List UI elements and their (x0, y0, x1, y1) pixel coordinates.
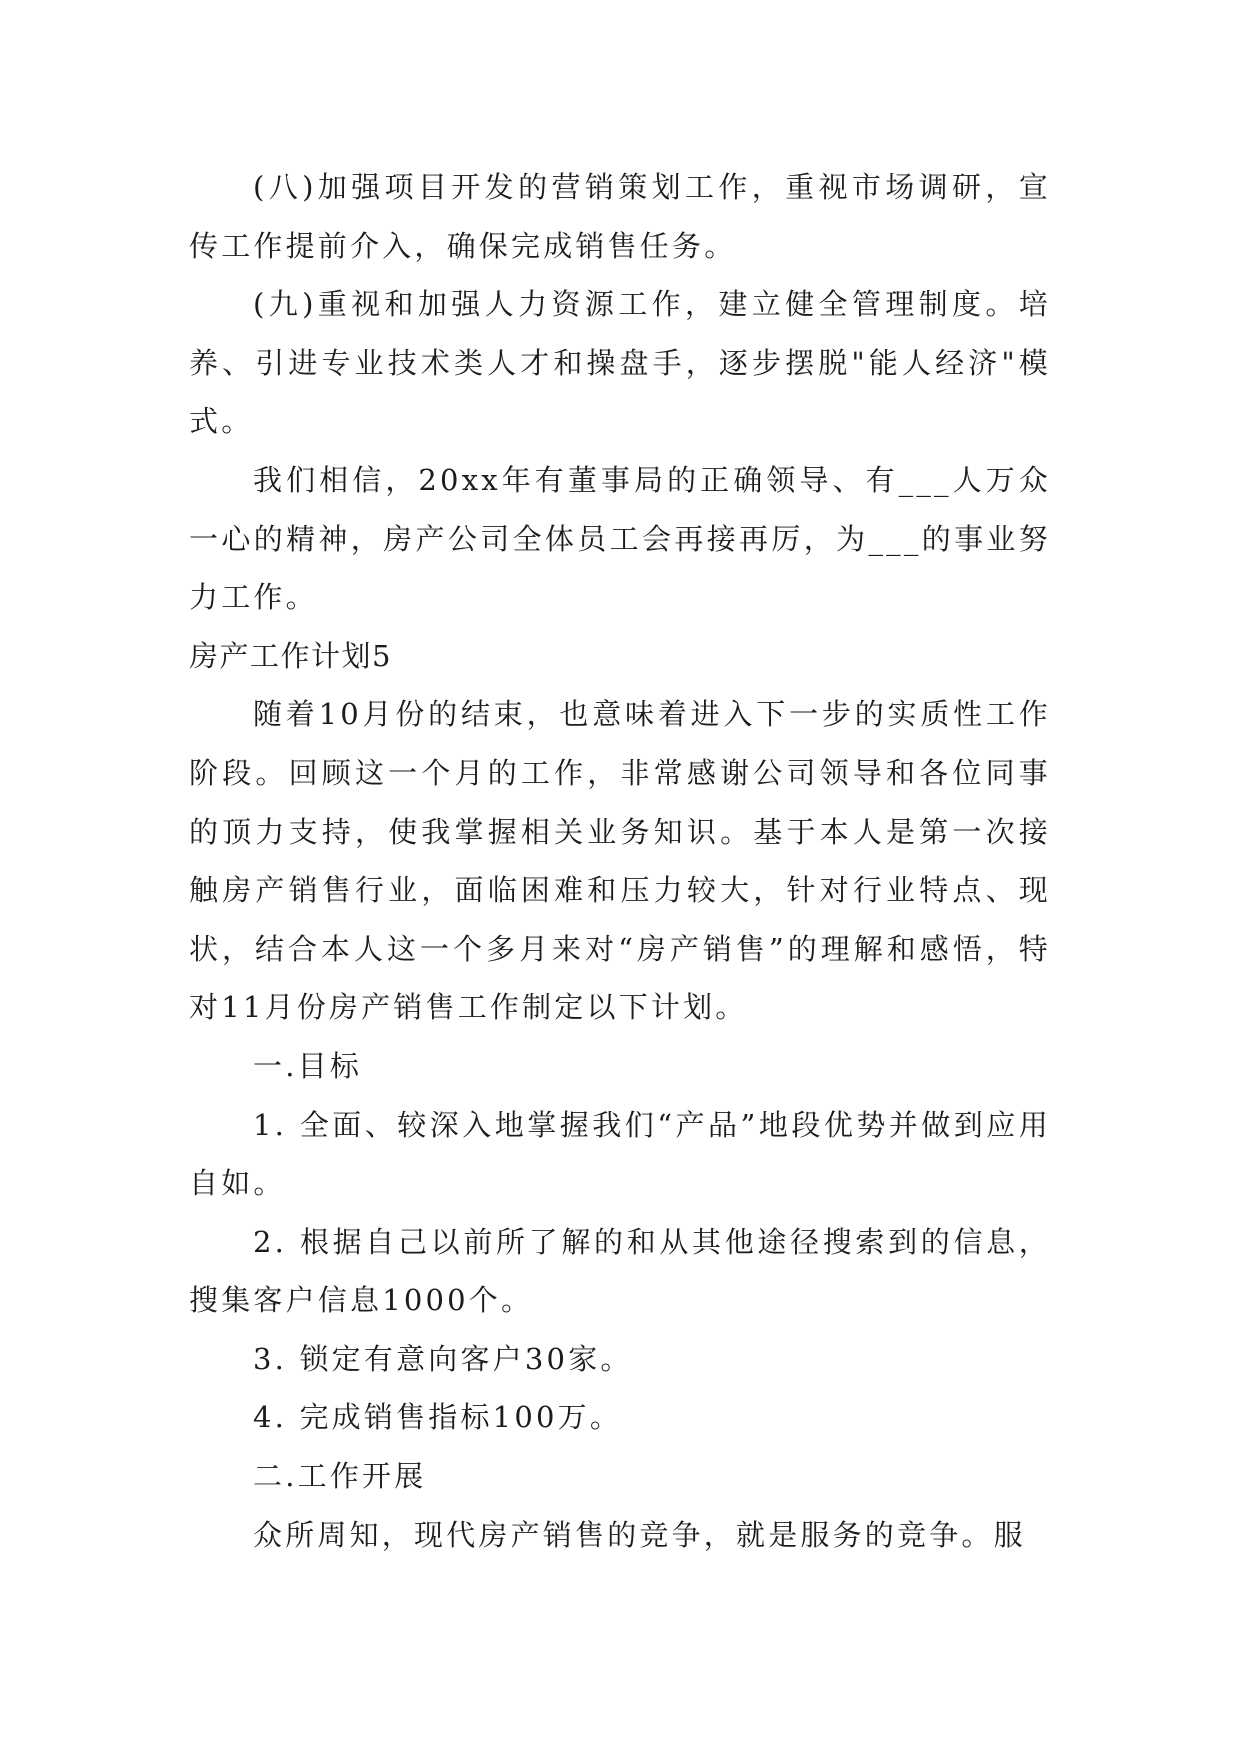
section-heading-plan-5: 房产工作计划5 (189, 638, 392, 673)
paragraph-item-8: (八)加强项目开发的营销策划工作，重视市场调研，宣传工作提前介入，确保完成销售任务。 (189, 170, 1051, 263)
paragraph-intro: 随着10月份的结束，也意味着进入下一步的实质性工作阶段。回顾这一个月的工作，非常感谢公司领导和各位同事的顶力支持，使我掌握相关业务知识。基于本人是第一次接触房产销售行业，面临困难和压力较大，针对行业特点、现状，结合本人这一个多月来对“房产销售”的理解和感悟，特对11月份房产销售工作制定以下计划。 (189, 697, 1051, 1025)
document-body (189, 158, 1051, 1564)
goal-item-3: 3. 锁定有意向客户30家。 (253, 1341, 633, 1376)
subheading-work: 二.工作开展 (253, 1459, 427, 1494)
paragraph-service: 众所周知，现代房产销售的竞争，就是服务的竞争。服 (253, 1517, 1026, 1552)
goal-item-2: 2. 根据自己以前所了解的和从其他途径搜索到的信息，搜集客户信息1000个。 (189, 1224, 1051, 1318)
goal-item-1: 1. 全面、较深入地掌握我们“产品”地段优势并做到应用自如。 (189, 1107, 1051, 1201)
subheading-goals: 一.目标 (253, 1048, 363, 1083)
paragraph-closing: 我们相信，20xx年有董事局的正确领导、有___人万众一心的精神，房产公司全体员工会再接再厉，为___的事业努力工作。 (189, 462, 1051, 615)
goal-item-4: 4. 完成销售指标100万。 (253, 1400, 623, 1435)
paragraph-item-9: (九)重视和加强人力资源工作，建立健全管理制度。培养、引进专业技术类人才和操盘手，逐步摆脱"能人经济"模式。 (189, 287, 1051, 439)
